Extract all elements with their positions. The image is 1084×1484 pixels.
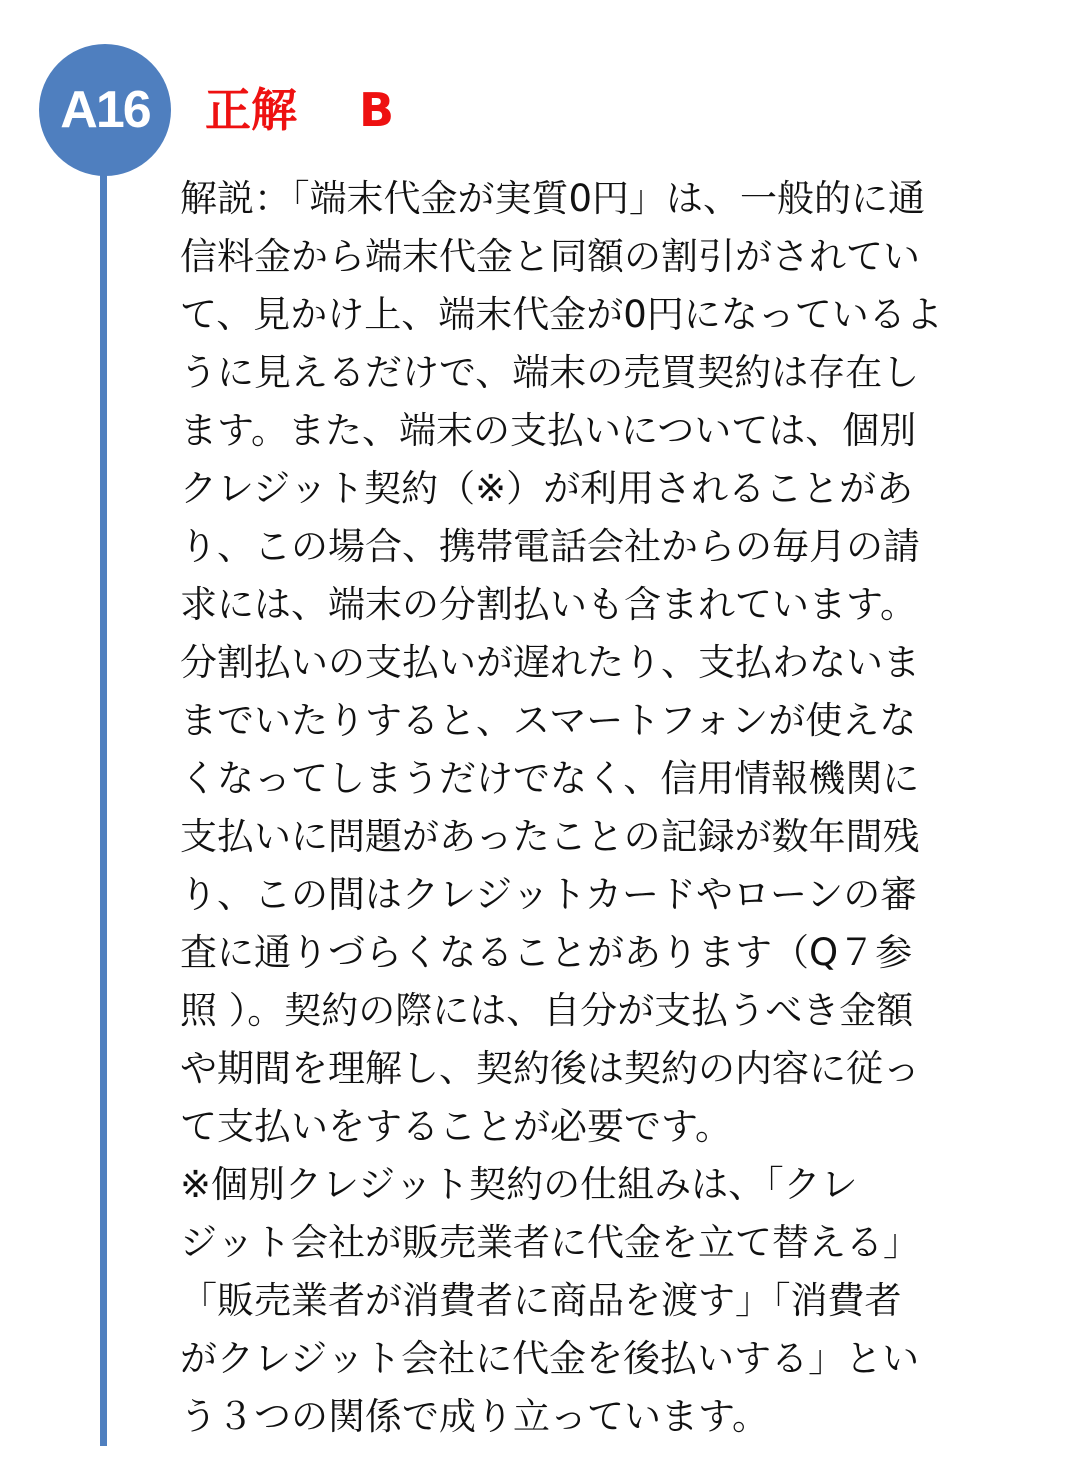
explanation-line: て支払いをすることが必要です。 [180, 1105, 733, 1148]
explanation-line: り、この場合、携帯電話会社からの毎月の請 [180, 525, 920, 568]
explanation-line: 「販売業者が消費者に商品を渡す」「消費者 [180, 1279, 902, 1322]
explanation-line: ます。また、端末の支払いについては、個別 [180, 409, 917, 452]
explanation-line: 照 ）。契約の際には、自分が支払うべき金額 [180, 989, 914, 1032]
explanation-line: 支払いに問題があったことの記録が数年間残 [180, 815, 920, 858]
explanation-line: や期間を理解し、契約後は契約の内容に従っ [180, 1047, 920, 1090]
explanation-line: 解説：「端末代金が実質0円」は、一般的に通 [180, 177, 926, 220]
explanation-line: 査に通りづらくなることがあります（Q７参 [180, 931, 913, 974]
vertical-accent-line [100, 170, 107, 1446]
explanation-line: 分割払いの支払いが遅れたり、支払わないま [180, 641, 920, 684]
explanation-line: ※個別クレジット契約の仕組みは、「クレ [180, 1163, 858, 1206]
explanation-line: がクレジット会社に代金を後払いする」とい [180, 1337, 920, 1380]
explanation-line: うに見えるだけで、端末の売買契約は存在し [180, 351, 920, 394]
explanation-line: までいたりすると、スマートフォンが使えな [180, 699, 917, 742]
explanation-line: て、見かけ上、端末代金が0円になっているよ [180, 293, 943, 336]
explanation-line: う３つの関係で成り立っています。 [180, 1395, 770, 1438]
explanation-line: くなってしまうだけでなく、信用情報機関に [180, 757, 920, 800]
explanation-line: クレジット契約（※）が利用されることがあ [180, 467, 914, 510]
correct-answer-heading: 正解 B [205, 83, 395, 137]
explanation-line: 求には、端末の分割払いも含まれています。 [180, 583, 918, 626]
explanation-line: 信料金から端末代金と同額の割引がされてい [180, 235, 920, 278]
explanation-text [180, 170, 1010, 1446]
explanation-line: ジット会社が販売業者に代金を立て替える」 [180, 1221, 920, 1264]
explanation-line: り、この間はクレジットカードやローンの審 [180, 873, 918, 916]
badge-label: A16 [60, 81, 150, 139]
question-number-badge [39, 44, 171, 176]
